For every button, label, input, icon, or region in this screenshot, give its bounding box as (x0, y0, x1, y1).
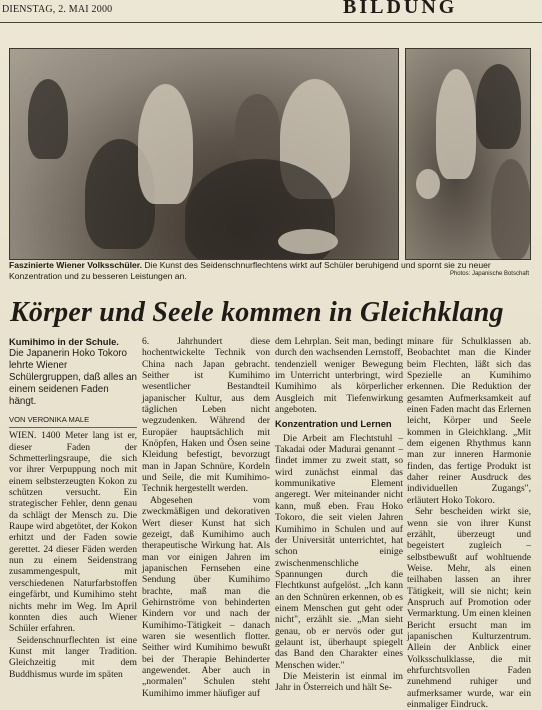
column-1 (9, 336, 137, 680)
column-2 (142, 336, 270, 699)
main-photo (9, 48, 399, 260)
column-4 (407, 336, 531, 710)
body-paragraph: WIEN. 1400 Meter lang ist er, dieser Faden der Schmetterlingsraupe, die sich vor ihrer Verpuppung noch mit einem selbsterzeugten Kokon zu schützen versucht. Ein strategischer Fehler, denn genau da schlägt der Mensch zu. Die Raupe wird abgetötet, der Kokon erhitzt und der Faden sowie gerettet. 24 dieser Fäden werden nun zu einem Seidenstrang zusammengespult, mit verschiedenen Naturfarbstoffen eingefärbt, und Kumihimo steht nichts mehr im Weg. Im April konnten dies auch Wiener Schüler erfahren. (9, 430, 137, 635)
body-paragraph: Die Arbeit am Flechtstuhl – Takadai oder Madurai genannt – findet immer zu zweit statt, so wird zunächst einmal das kommunikative Element angeregt. Wer miteinander nicht kann, muß eben. Frau Hoko Tokoro, die seit vielen Jahren Kumihimo in Schulen und auf der Universität unterrichtet, hat schon einige zwischenmenschliche Spannungen durch die Flechtkunst aufgelöst. „Ich kann an den Schnüren erkennen, ob es einem Menschen gut geht oder nicht", erzählt sie. „Man sieht genau, ob er nervös oder gut gelaunt ist, überhaupt spiegelt das Band den Charakter eines Menschen wider." (275, 432, 403, 671)
header-date: DIENSTAG, 2. MAI 2000 (2, 4, 113, 15)
side-photo (405, 48, 531, 260)
article-headline: Körper und Seele kommen in Gleichklang (10, 297, 504, 328)
subheading: Konzentration und Lernen (275, 418, 392, 430)
body-paragraph: dem Lehrplan. Seit man, bedingt durch den wachsenden Lernstoff, tendenziell weniger Bewegung im Unterricht unterbringt, wird Kumihimo als körperlicher Ausgleich mit Tiefenwirkung angeboten. (275, 336, 403, 416)
caption-lead: Faszinierte Wiener Volksschüler. (9, 260, 143, 270)
body-paragraph: Seidenschnurflechten ist eine Kunst mit langer Tradition. Gleichzeitig mit dem Buddhismus wurde im späten (9, 634, 137, 680)
body-paragraph: 6. Jahrhundert diese hochentwickelte Technik von China nach Japan gebracht. Seither ist Kumihimo wesentlicher Bestandteil japanischer Kultur, aus dem täglichen Leben nicht wegzudenken. Während der Europäer hauptsächlich mit Knöpfen, Haken und Ösen seine Kleidung befestigt, bevorzugt man in Japan Schnüre, Kordeln und Seile, die mit Kumihimo-Technik hergestellt werden. (142, 336, 270, 495)
body-paragraph: Die Meisterin ist einmal im Jahr in Österreich und hält Se- (275, 670, 403, 694)
photo-credit: Photos: Japanische Botschaft (449, 271, 529, 277)
section-title: BILDUNG (343, 0, 458, 18)
header-rule (0, 22, 542, 23)
body-paragraph: Abgesehen vom zweckmäßigen und dekorativen Wert dieser Kunst hat sich gezeigt, daß Kumihimo auch therapeutische Wirkung hat. Als man vor einigen Jahren im japanischen Fernsehen eine Sendung über Kumihimo brachte, maß man die Gehirnströme von behinderten Kindern vor und nach der Kumihimo-Tätigkeit – danach waren sie wesentlich flotter. Seither wird Kumihimo bewußt bei der Therapie Behinderter angewendet. Aber auch in „normalen" Schulen steht Kumihimo immer häufiger auf (142, 494, 270, 699)
column-3 (275, 336, 403, 694)
caption-text: Die Kunst des Seidenschnurflechtens wirkt auf Schüler beruhigend und spornt sie zu neuer Konzentration und zu besseren Leistungen an. (9, 260, 491, 281)
byline: VON VERONIKA MALE (9, 414, 137, 428)
body-paragraph: Sehr bescheiden wirkt sie, wenn sie von ihrer Kunst erzählt, überzeugt und begeistert zugleich – selbstbewußt auf wohltuende Weise. Mehr, als einen teilhaben lassen an ihrer Tätigkeit, will sie nicht; kein Anspruch auf Promotion oder Vermarktung. Um einen kleinen Bericht ersucht man im japanischen Kulturzentrum. Allein der Anblick einer Volksschulklasse, die mit ehrfurchtsvollen Faden zunehmend ruhiger und aufmerksamer wurde, war ein einmaliger Eindruck. (407, 506, 531, 710)
body-paragraph: minare für Schulklassen ab. Beobachtet man die Kinder beim Flechten, läßt sich das Spezielle an Kumihimo erkennen. Die Reduktion der gesamten Aufmerksamkeit auf einen Faden macht das Erlernen leicht, Körper und Seele kommen in Gleichklang. „Mit dem eigenen Rhythmus kann man zur inneren Harmonie finden, das fertige Produkt ist daher reiner Ausdruck des individuellen Zugangs", erläutert Hoko Tokoro. (407, 336, 531, 506)
teaser-title: Kumihimo in der Schule. (9, 336, 119, 347)
teaser-text: Die Japanerin Hoko Tokoro lehrte Wiener Schülergruppen, daß alles an einem seidenen Faden hängt. (9, 348, 137, 407)
